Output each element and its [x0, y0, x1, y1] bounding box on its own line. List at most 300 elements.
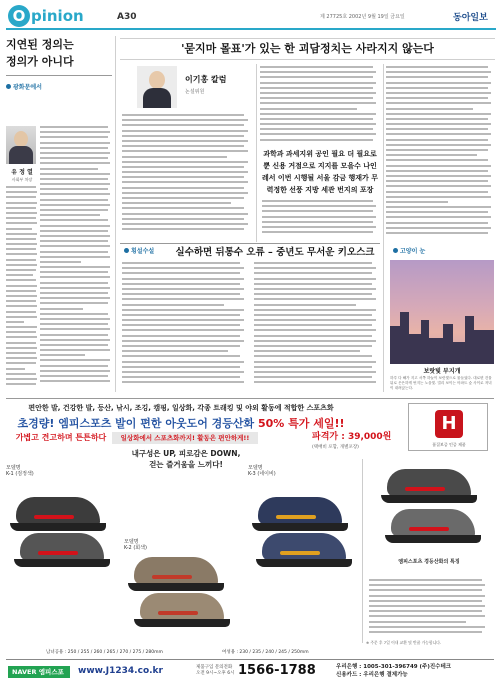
text-line [122, 366, 240, 368]
text-line [254, 340, 376, 342]
text-line [6, 212, 37, 214]
text-line [40, 147, 108, 149]
page-number: A30 [117, 12, 137, 22]
text-line [369, 615, 485, 617]
text-line [386, 185, 491, 187]
building-silhouette [452, 342, 466, 364]
shoe-stripe [152, 575, 192, 579]
text-line [40, 251, 108, 253]
photo-label [393, 246, 425, 255]
hiking-shoe-image [14, 531, 110, 567]
text-line [6, 202, 37, 204]
text-line [260, 139, 373, 141]
text-line [122, 207, 244, 209]
text-line [122, 171, 248, 173]
text-line [122, 355, 240, 357]
size-list-women: 여성용 : 230 / 235 / 240 / 245 / 250mm [222, 650, 309, 655]
text-line [254, 304, 356, 306]
text-line [386, 211, 488, 213]
text-line [122, 345, 240, 347]
text-line [262, 226, 376, 228]
shoe-sole [256, 559, 352, 567]
text-line [122, 319, 244, 321]
main-body-text-4 [386, 66, 494, 238]
text-line [260, 76, 373, 78]
ad-footer [6, 659, 494, 687]
text-line [386, 180, 488, 182]
photo-divider-vertical [383, 64, 384, 392]
text-line [122, 218, 244, 220]
bullet-icon [6, 84, 11, 89]
text-line [260, 128, 373, 130]
text-line [6, 259, 36, 261]
text-line [254, 376, 372, 378]
text-line [262, 231, 373, 233]
ad-tagline-line1: 내구성은 UP, 피로감은 DOWN, [131, 449, 241, 458]
quality-badge [408, 403, 488, 451]
column-body-text-2 [6, 186, 38, 390]
text-line [122, 288, 244, 290]
text-line [122, 298, 244, 300]
text-line [6, 228, 32, 230]
text-line [254, 350, 360, 352]
text-line [262, 216, 376, 218]
columnist-name: 이기홍 칼럼 [185, 75, 227, 84]
text-line [40, 199, 108, 201]
bullet-icon [124, 248, 129, 253]
logo-initial: O [8, 5, 30, 27]
text-line [40, 282, 108, 284]
shoe-upper [140, 593, 224, 621]
shoe-model-label: 모델명 K-2 (회색) [124, 539, 147, 551]
main-headline: '묻지마 몰표'가 있는 한 괴담정치는 사라지지 않는다 [120, 38, 495, 60]
text-line [254, 283, 372, 285]
text-line [122, 140, 248, 142]
text-line [6, 279, 36, 281]
shoe-sole [10, 523, 106, 531]
text-line [40, 183, 110, 185]
text-line [6, 331, 36, 333]
main-body-text-1 [122, 114, 252, 238]
text-line [386, 191, 488, 193]
text-line [386, 97, 488, 99]
main-subhead: 과학과 과세지위 공인 필요 더 필요로 뿐 신용 거점으로 지지를 모을수 나인 레서 이번 시행될 서울 감금 행재가 무력정한 선풍 지방 세관 번지의 포장 [261, 150, 379, 194]
text-line [122, 156, 227, 158]
author-portrait [6, 126, 36, 164]
text-line [386, 92, 491, 94]
text-line [122, 135, 244, 137]
text-line [122, 262, 240, 264]
text-line [386, 232, 488, 234]
text-line [122, 166, 244, 168]
h-logo-icon: H [435, 410, 463, 438]
text-line [40, 162, 110, 164]
hiking-shoe-image [381, 467, 477, 503]
text-line [122, 272, 240, 274]
text-line [254, 366, 372, 368]
text-line [40, 380, 110, 382]
text-line [6, 196, 36, 198]
shoe-upper [391, 509, 475, 537]
text-line [40, 142, 110, 144]
text-line [40, 318, 110, 320]
text-line [386, 165, 491, 167]
text-line [369, 621, 466, 623]
hiking-shoe-image [128, 555, 224, 591]
ad-slogan: 가볍고 견고하며 튼튼하다 [15, 433, 107, 442]
price-subtext: (택배비 포함, 개별포장) [312, 445, 359, 450]
text-line [122, 187, 244, 189]
text-line [40, 136, 108, 138]
shoe-stripe [409, 527, 449, 531]
text-line [254, 272, 372, 274]
text-line [40, 126, 108, 128]
text-line [40, 334, 108, 336]
text-line [40, 308, 83, 310]
text-line [40, 375, 108, 377]
text-line [40, 302, 108, 304]
portrait-body [143, 88, 171, 108]
text-line [6, 207, 36, 209]
text-line [254, 309, 376, 311]
text-line [260, 87, 373, 89]
text-line [254, 319, 376, 321]
badge-caption: 품질보증 인증 제품 [432, 442, 466, 447]
text-line [6, 352, 36, 354]
text-line [40, 344, 108, 346]
text-line [40, 245, 110, 247]
text-line [40, 209, 108, 211]
text-line [40, 359, 110, 361]
ad-feature-title: 엠피스포츠 경등산화의 특징 [398, 559, 460, 565]
text-line [40, 230, 108, 232]
text-line [386, 159, 488, 161]
text-line [254, 314, 372, 316]
building-silhouette [428, 338, 444, 364]
shoe-panel-2 [124, 539, 232, 639]
text-line [122, 335, 240, 337]
text-line [6, 295, 37, 297]
text-line [386, 149, 488, 151]
ad-headline-sale: 50% 특가 세일!! [258, 417, 345, 430]
text-line [122, 267, 244, 269]
text-line [262, 205, 376, 207]
naver-search-badge[interactable]: NAVER 엠피스포츠 [8, 666, 70, 678]
text-line [386, 66, 488, 68]
text-line [40, 349, 110, 351]
text-line [6, 222, 37, 224]
opinion-logo [8, 4, 84, 28]
text-line [6, 238, 36, 240]
column-label [6, 82, 112, 91]
text-line [40, 339, 110, 341]
text-line [40, 131, 110, 133]
text-line [254, 329, 376, 331]
text-line [260, 113, 376, 115]
text-line [254, 345, 372, 347]
shoe-model-label: 모델명 K-1 (검정색) [6, 465, 34, 477]
price-label: 파격가 : 39,000원 [312, 432, 392, 442]
text-line [40, 152, 110, 154]
hiking-shoe-image [252, 495, 348, 531]
column-title-line2: 정의가 아니다 [6, 55, 74, 68]
photo-note: 하루 다 해가 지고 서쪽 하늘이 보랏빛으로 물들었다. 대로변 건물 뒤로 은은하게 번지는 노을빛. 멀리 보이는 아파트 숲 사이로 저녁이 내려앉는다. [390, 376, 492, 390]
text-line [254, 298, 376, 300]
text-line [260, 92, 376, 94]
text-line [386, 113, 491, 115]
column-body-text [40, 126, 112, 390]
sunset-photo [390, 260, 494, 364]
text-line [40, 235, 110, 237]
text-line [6, 347, 37, 349]
text-line [260, 97, 373, 99]
text-line [40, 365, 108, 367]
bank-info: 우리은행 : 1005-301-396749 (주)진수테크 신용카드 : 우리은행 결제가능 [336, 664, 452, 678]
main-body-text-2 [260, 66, 380, 144]
text-line [122, 304, 224, 306]
shoe-upper [134, 557, 218, 585]
text-line [122, 213, 248, 215]
shoe-stripe [38, 551, 78, 555]
shoe-panel-3 [248, 465, 356, 565]
portrait-face [149, 71, 165, 89]
text-line [6, 217, 36, 219]
website-link[interactable]: www.J1234.co.kr [78, 666, 163, 676]
text-line [122, 150, 248, 152]
text-line [40, 328, 110, 330]
text-line [254, 355, 372, 357]
photo-label-text: 고양이 눈 [400, 248, 426, 255]
author-title: 사회부 차장 [11, 177, 33, 182]
text-line [40, 256, 110, 258]
text-line [386, 76, 488, 78]
text-line [6, 342, 36, 344]
text-line [369, 610, 482, 612]
text-line [386, 87, 488, 89]
text-line [262, 210, 373, 212]
text-line [262, 200, 373, 202]
text-line [260, 123, 376, 125]
text-line [386, 102, 491, 104]
text-line [40, 271, 108, 273]
shoe-sole [381, 495, 477, 503]
text-line [40, 219, 108, 221]
shoe-stripe [34, 515, 74, 519]
building-silhouette [408, 334, 422, 364]
shoe-upper [16, 497, 100, 525]
text-line [386, 139, 488, 141]
text-line [6, 305, 37, 307]
text-line [6, 274, 33, 276]
shoe-sole [14, 559, 110, 567]
section2-body-text-1 [122, 262, 248, 388]
text-line [254, 267, 376, 269]
text-line [260, 118, 373, 120]
shoe-upper [262, 533, 346, 561]
columnist-portrait [137, 66, 177, 108]
text-line [122, 124, 244, 126]
text-line [386, 170, 488, 172]
text-line [40, 287, 110, 289]
text-line [122, 324, 240, 326]
text-line [122, 381, 244, 383]
text-line [40, 178, 108, 180]
text-line [386, 118, 488, 120]
text-line [6, 362, 36, 364]
text-line [6, 233, 37, 235]
text-line [122, 361, 244, 363]
text-line [6, 336, 37, 338]
ad-feature-text [369, 579, 489, 639]
text-line [122, 329, 244, 331]
text-line [122, 278, 244, 280]
hiking-shoe-image [256, 531, 352, 567]
text-line [6, 326, 37, 328]
text-line [386, 82, 491, 84]
shoe-upper [258, 497, 342, 525]
text-line [6, 378, 37, 380]
text-line [6, 248, 36, 250]
text-line [40, 214, 100, 216]
text-line [369, 579, 482, 581]
logo-text: pinion [31, 7, 84, 25]
text-line [122, 202, 231, 204]
text-line [122, 197, 244, 199]
text-line [40, 204, 110, 206]
text-line [122, 340, 244, 342]
text-line [254, 293, 372, 295]
text-line [386, 133, 491, 135]
text-line [386, 196, 491, 198]
text-line [260, 133, 376, 135]
text-line [6, 311, 36, 313]
shoe-stripe [158, 611, 198, 615]
text-line [122, 161, 248, 163]
column-label-text: 광화문에서 [13, 84, 42, 91]
text-line [122, 283, 240, 285]
text-line [6, 321, 24, 323]
text-line [369, 589, 482, 591]
text-line [254, 361, 376, 363]
portrait-body [9, 146, 33, 164]
text-line [40, 157, 108, 159]
ad-headline-product: 초경량! 엠피스포츠 발이 편한 아웃도어 경등산화 [17, 417, 255, 430]
text-line [386, 175, 491, 177]
text-line [369, 595, 485, 597]
order-info: 제품구입 문의전화 오전 9시~오후 6시 [196, 665, 235, 676]
left-column [6, 36, 112, 390]
main-body-text-3 [262, 200, 380, 238]
text-line [6, 264, 37, 266]
text-line [369, 626, 485, 628]
text-line [40, 297, 110, 299]
text-line [386, 201, 448, 203]
text-line [6, 243, 37, 245]
price-box [312, 429, 402, 455]
newspaper-name: 동아일보 [453, 13, 488, 23]
text-line [6, 285, 37, 287]
shoe-panel-1 [6, 465, 114, 565]
shoe-sole [252, 523, 348, 531]
text-line [260, 108, 357, 110]
text-line [386, 154, 477, 156]
text-line [122, 119, 248, 121]
column-divider [6, 75, 112, 76]
text-line [122, 371, 244, 373]
text-line [122, 376, 240, 378]
bullet-icon [393, 248, 398, 253]
text-line [386, 144, 491, 146]
hiking-shoe-image [385, 507, 481, 543]
issue-info: 제 27725호 2002년 9월 19일 금요일 [320, 14, 405, 20]
text-line [40, 266, 110, 268]
portrait-face [14, 131, 28, 147]
text-line [122, 314, 240, 316]
section2-body-text-2 [254, 262, 380, 388]
text-line [6, 368, 25, 370]
text-line [6, 269, 36, 271]
text-line [40, 173, 110, 175]
text-line [122, 145, 244, 147]
shoe-stripe [280, 551, 320, 555]
text-line [6, 253, 37, 255]
text-line [6, 357, 37, 359]
order-phone-number: 1566-1788 [238, 663, 316, 678]
section2-label [124, 246, 154, 255]
text-line [386, 216, 491, 218]
author-name: 유 정 열 [11, 169, 33, 176]
text-line [6, 191, 37, 193]
text-line [6, 316, 37, 318]
text-line [254, 262, 372, 264]
text-line [6, 290, 36, 292]
section2-title: 실수하면 뒤통수 오류 – 중년도 무서운 키오스크 [175, 247, 375, 258]
text-line [40, 168, 98, 170]
shoe-upper [20, 533, 104, 561]
text-line [40, 225, 110, 227]
text-line [40, 188, 108, 190]
text-line [386, 108, 473, 110]
shoe-stripe [276, 515, 316, 519]
text-line [386, 227, 491, 229]
shoe-sole [134, 619, 230, 627]
text-line [40, 193, 110, 195]
text-line [386, 128, 488, 130]
text-line [260, 66, 373, 68]
text-line [6, 300, 36, 302]
shoe-sole [385, 535, 481, 543]
ad-headline [6, 415, 356, 431]
building-silhouette [473, 330, 494, 364]
text-line [6, 373, 36, 375]
text-line [40, 323, 108, 325]
ad-feature-panel [362, 459, 494, 643]
text-line [260, 82, 376, 84]
hiking-shoe-image [134, 591, 230, 627]
text-line [254, 278, 376, 280]
text-line [254, 288, 376, 290]
text-line [40, 276, 110, 278]
return-notice: ※ 주문 후 7일 이내 교환 및 반품 가능합니다. [366, 640, 442, 645]
size-list-unisex: 남녀공용 : 250 / 255 / 260 / 265 / 270 / 275 / 280mm [46, 650, 163, 655]
text-line [122, 192, 248, 194]
photo-caption: 보랏빛 부지개 [423, 368, 461, 375]
text-line [369, 631, 482, 633]
text-line [122, 309, 244, 311]
page-header [0, 0, 500, 32]
text-line [6, 186, 36, 188]
shoe-stripe [405, 487, 445, 491]
